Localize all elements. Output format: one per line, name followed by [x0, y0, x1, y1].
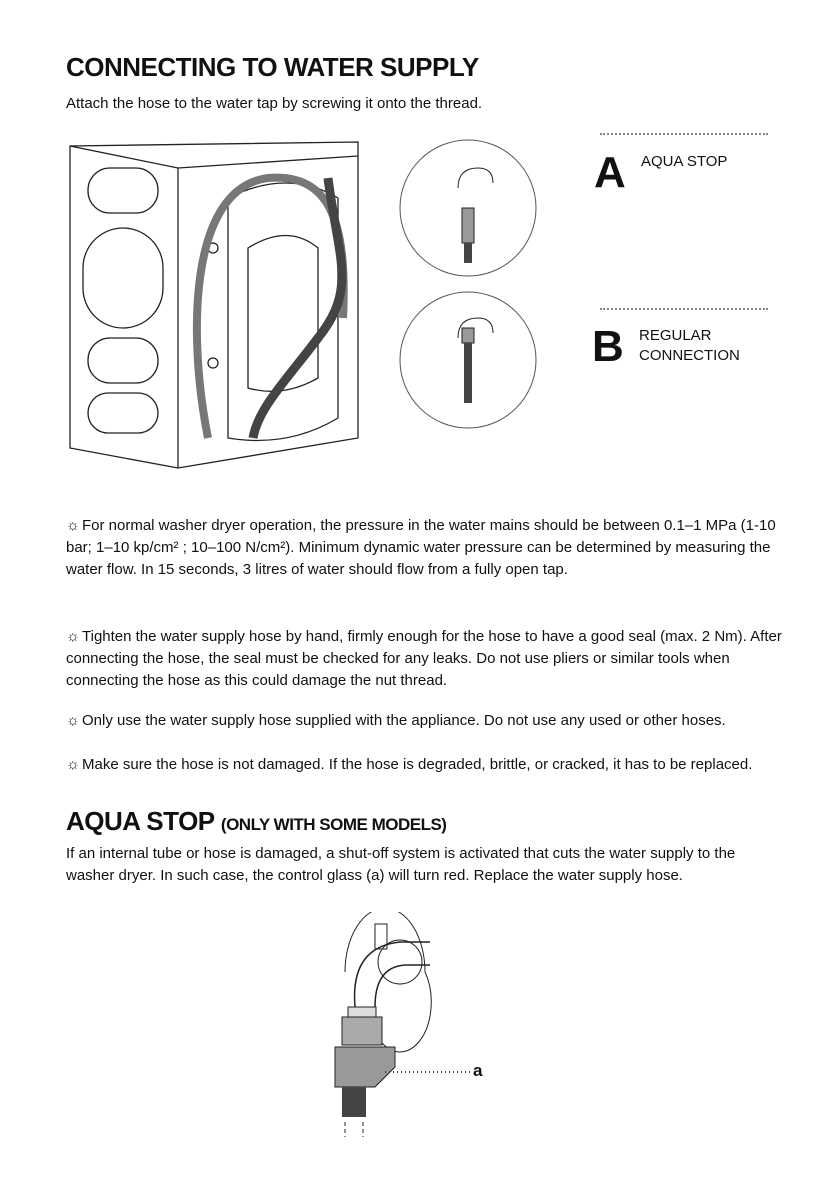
page-title: CONNECTING TO WATER SUPPLY — [66, 52, 479, 82]
lightbulb-icon: ☼ — [66, 628, 80, 645]
tip-4 — [66, 754, 786, 776]
option-b-label-line1: REGULAR — [639, 327, 712, 344]
tip-text: Make sure the hose is not damaged. If the hose is degraded, brittle, or cracked, it has to be replaced. — [82, 756, 753, 773]
option-a-letter: A — [594, 148, 626, 197]
tip-text: Tighten the water supply hose by hand, firmly enough for the hose to have a good seal (max. 2 Nm). After connecting the hose, the seal must be checked for any leaks. Do not use pliers or similar tools when connecting the hose as this could damage the nut thread. — [66, 628, 782, 689]
aqua-stop-illustration — [320, 912, 500, 1142]
aqua-stop-heading — [66, 806, 446, 837]
lightbulb-icon: ☼ — [66, 712, 80, 729]
option-b-label-line2: CONNECTION — [639, 347, 740, 364]
tip-1 — [66, 515, 786, 581]
option-b-letter: B — [592, 322, 624, 371]
lightbulb-icon: ☼ — [66, 756, 80, 773]
callout-a: a — [473, 1061, 483, 1080]
divider — [600, 308, 768, 310]
tip-2 — [66, 626, 786, 692]
tip-text: For normal washer dryer operation, the pressure in the water mains should be between 0.1–1 MPa (1-10 bar; 1–10 kp/cm² ; 10–100 N/cm²). Minimum dynamic water pressure can be determined by measuring the water flow. In 15 seconds, 3 litres of water should flow from a fully open tap. — [66, 517, 776, 578]
tip-text: Only use the water supply hose supplied with the appliance. Do not use any used or other hoses. — [82, 712, 726, 729]
aqua-stop-subtitle: (ONLY WITH SOME MODELS) — [220, 815, 447, 834]
aqua-stop-title: AQUA STOP — [66, 806, 215, 836]
aqua-stop-text: If an internal tube or hose is damaged, a shut-off system is activated that cuts the water supply to the washer dryer. In such case, the control glass (a) will turn red. Replace the water supply hose. — [66, 845, 736, 884]
intro-text: Attach the hose to the water tap by screwing it onto the thread. — [66, 95, 483, 112]
lightbulb-icon: ☼ — [66, 517, 80, 534]
washer-illustration — [68, 138, 568, 478]
option-b-label — [639, 326, 740, 366]
option-a-label: AQUA STOP — [641, 153, 728, 170]
divider — [600, 133, 768, 135]
tip-3 — [66, 710, 786, 732]
